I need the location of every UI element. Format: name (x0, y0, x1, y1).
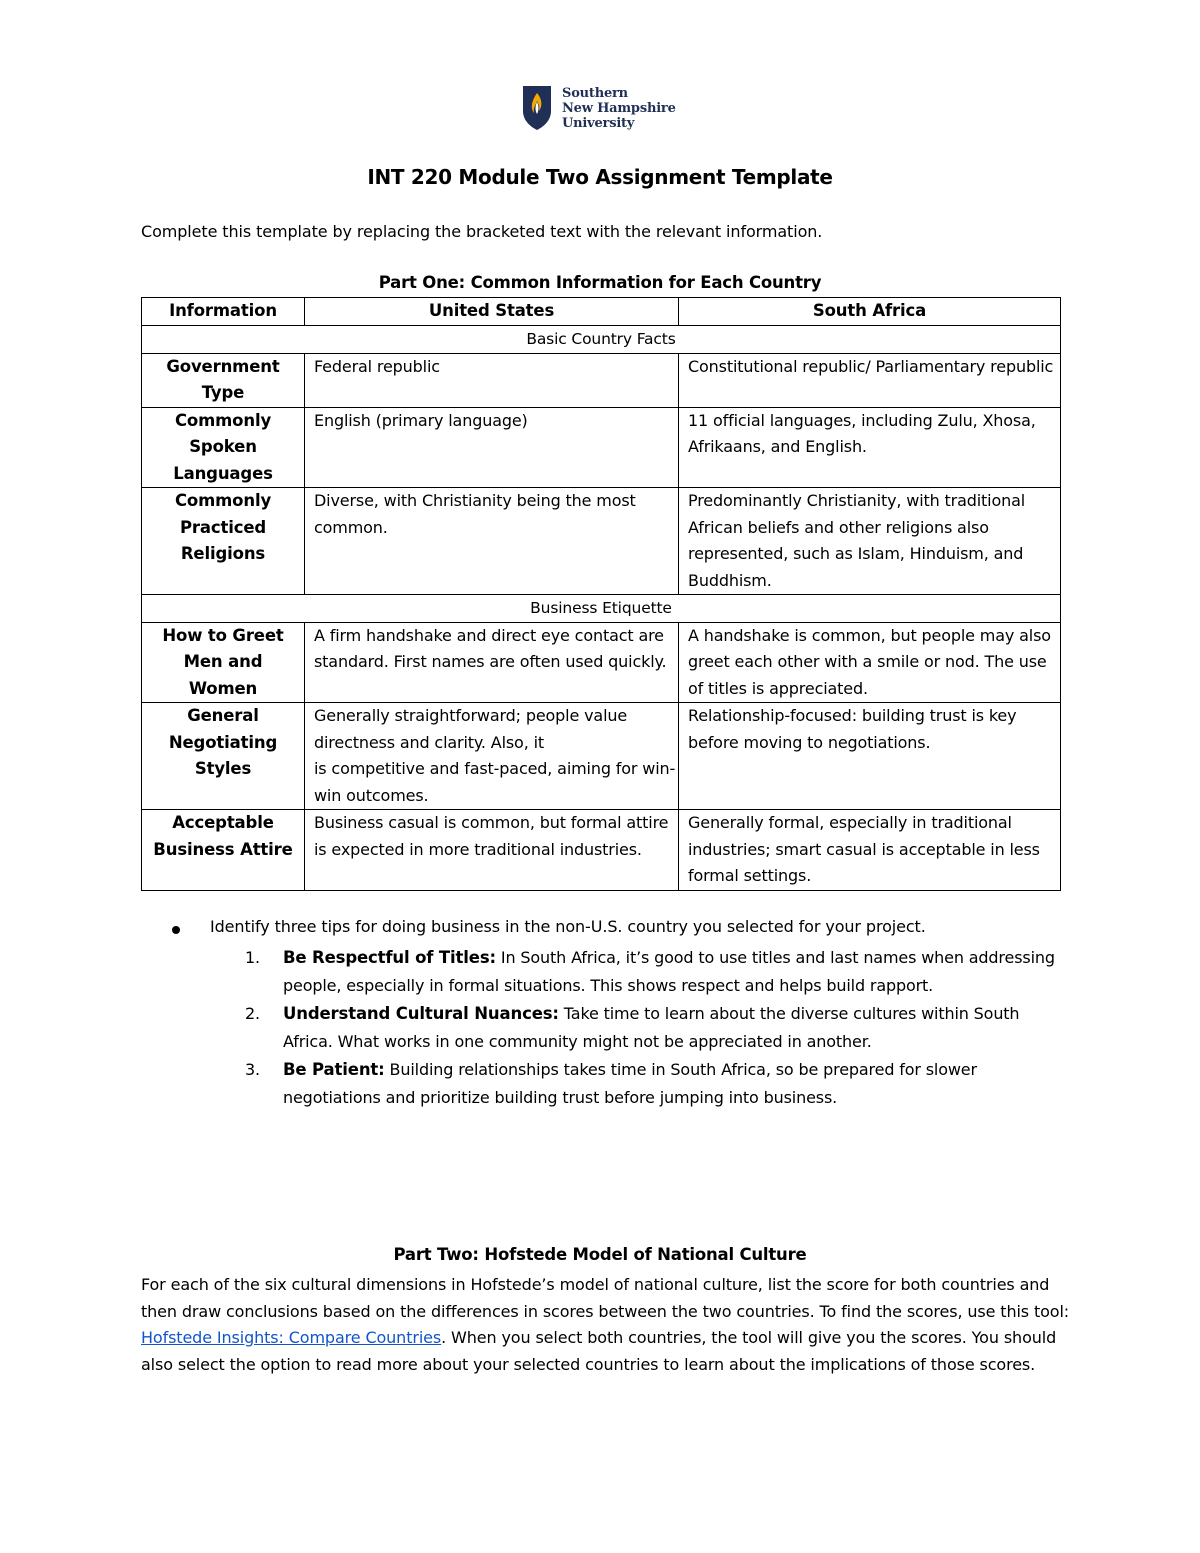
cell-us: Diverse, with Christianity being the most common. (305, 488, 679, 595)
part-one-heading: Part One: Common Information for Each Country (378, 273, 822, 292)
row-label: Commonly Spoken Languages (142, 407, 305, 488)
cell-sa: Generally formal, especially in traditional industries; smart casual is acceptable in less formal settings. (679, 810, 1061, 891)
row-label: How to Greet Men and Women (142, 622, 305, 703)
header-information: Information (142, 298, 305, 326)
table-row (142, 353, 1061, 407)
list-item (245, 1000, 1065, 1056)
list-item (245, 944, 1065, 1000)
tips-prompt (172, 917, 926, 936)
document-title: INT 220 Module Two Assignment Template (367, 165, 833, 189)
logo-line-1: Southern (562, 85, 628, 101)
cell-sa: Relationship-focused: building trust is key before moving to negotiations. (679, 703, 1061, 810)
cell-us: English (primary language) (305, 407, 679, 488)
part-two-text-after: . When you select both countries, the tool will give you the scores. You should also select the option to read more about your selected countries to learn about the implications of those scores. (141, 1328, 1057, 1374)
cell-us (305, 703, 679, 810)
cell-us: Federal republic (305, 353, 679, 407)
list-number: 3. (245, 1060, 260, 1079)
section-business-etiquette: Business Etiquette (142, 595, 1061, 623)
logo-line-2: New Hampshire (562, 100, 676, 116)
tip-text: Take time to learn about the diverse cultures within South Africa. What works in one community might not be appreciated in another. (283, 1004, 1020, 1051)
tip-title: Understand Cultural Nuances: (283, 1004, 559, 1023)
tips-prompt-text: Identify three tips for doing business in the non-U.S. country you selected for your project. (210, 917, 926, 936)
tip-title: Be Respectful of Titles: (283, 948, 496, 967)
row-label: Commonly Practiced Religions (142, 488, 305, 595)
part-two-text-before: For each of the six cultural dimensions in Hofstede’s model of national culture, list the score for both countries and then draw conclusions based on the differences in scores between the two countries. To find the scores, use this tool: (141, 1275, 1070, 1321)
hofstede-compare-link[interactable]: Hofstede Insights: Compare Countries (141, 1328, 442, 1347)
instructions-text: Complete this template by replacing the bracketed text with the relevant information. (141, 222, 823, 241)
logo-line-3: University (562, 115, 635, 131)
header-south-africa: South Africa (679, 298, 1061, 326)
row-label: General Negotiating Styles (142, 703, 305, 810)
tips-list (245, 944, 1065, 1112)
part-two-paragraph (141, 1272, 1071, 1378)
cell-sa: 11 official languages, including Zulu, Xhosa, Afrikaans, and English. (679, 407, 1061, 488)
section-row (142, 326, 1061, 354)
country-info-table (141, 297, 1061, 891)
cell-sa: Predominantly Christianity, with traditional African beliefs and other religions also represented, such as Islam, Hinduism, and Buddhism. (679, 488, 1061, 595)
row-label: Acceptable Business Attire (142, 810, 305, 891)
list-number: 2. (245, 1004, 260, 1023)
tip-text: Building relationships takes time in South Africa, so be prepared for slower negotiations and prioritize building trust before jumping into business. (283, 1060, 977, 1107)
header-united-states: United States (305, 298, 679, 326)
table-row (142, 703, 1061, 810)
table-row (142, 622, 1061, 703)
snhu-shield-icon (522, 85, 552, 131)
list-number: 1. (245, 948, 260, 967)
section-row (142, 595, 1061, 623)
cell-us-line-2: is competitive and fast-paced, aiming for win-win outcomes. (314, 759, 676, 805)
row-label: Government Type (142, 353, 305, 407)
cell-us: A firm handshake and direct eye contact are standard. First names are often used quickly. (305, 622, 679, 703)
snhu-logo (522, 84, 676, 132)
tip-text: In South Africa, it’s good to use titles and last names when addressing people, especially in formal situations. This shows respect and helps build rapport. (283, 948, 1055, 995)
list-item (245, 1056, 1065, 1112)
section-basic-facts: Basic Country Facts (142, 326, 1061, 354)
cell-us-line-1: Generally straightforward; people value directness and clarity. Also, it (314, 706, 628, 752)
cell-sa: A handshake is common, but people may also greet each other with a smile or nod. The use of titles is appreciated. (679, 622, 1061, 703)
cell-us: Business casual is common, but formal attire is expected in more traditional industries. (305, 810, 679, 891)
table-row (142, 407, 1061, 488)
cell-sa: Constitutional republic/ Parliamentary republic (679, 353, 1061, 407)
tip-title: Be Patient: (283, 1060, 385, 1079)
table-row (142, 488, 1061, 595)
table-header-row (142, 298, 1061, 326)
part-two-heading: Part Two: Hofstede Model of National Culture (393, 1245, 807, 1264)
table-row (142, 810, 1061, 891)
bullet-icon (172, 926, 180, 934)
